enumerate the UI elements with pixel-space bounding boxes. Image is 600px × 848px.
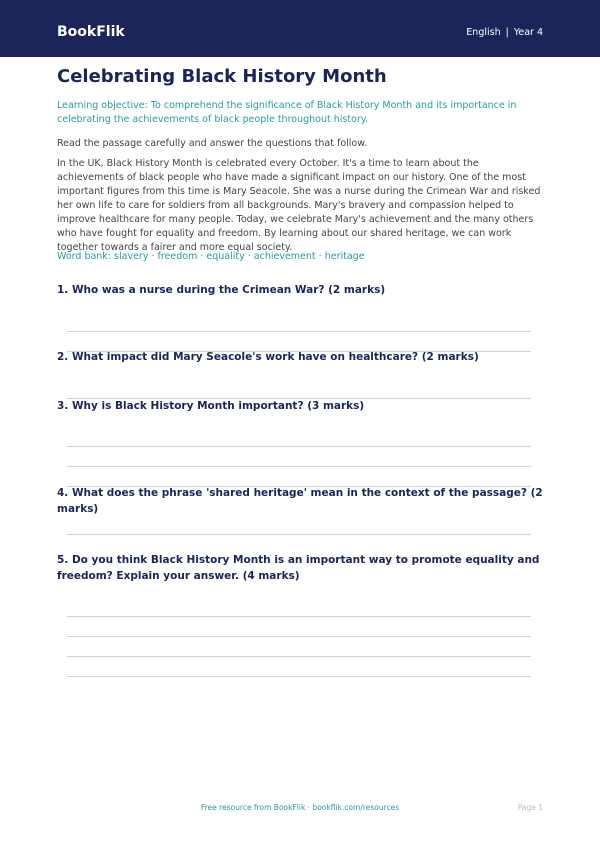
brand-logo: BookFlik — [57, 24, 125, 40]
question-4: 4. What does the phrase 'shared heritage' mean in the context of the passage? (2 marks) — [57, 487, 543, 515]
page-title: Celebrating Black History Month — [57, 66, 387, 87]
page-footer — [0, 802, 600, 816]
question-1: 1. Who was a nurse during the Crimean War? (2 marks) — [57, 284, 386, 296]
year-label: Year 4 — [513, 27, 543, 38]
learning-objective: Learning objective: To comprehend the significance of Black History Month and its importance in celebrating the achievements of black people throughout history. — [57, 100, 517, 125]
subject-year — [466, 25, 543, 41]
question-5: 5. Do you think Black History Month is an important way to promote equality and freedom? Explain your answer. (4 marks) — [57, 554, 540, 582]
answer-line[interactable] — [67, 331, 531, 332]
answer-line[interactable] — [67, 446, 531, 447]
question-3: 3. Why is Black History Month important? (3 marks) — [57, 400, 365, 412]
instructions: Read the passage carefully and answer the questions that follow. — [57, 138, 368, 149]
page-number: Page 1 — [517, 803, 543, 812]
question-2: 2. What impact did Mary Seacole's work have on healthcare? (2 marks) — [57, 351, 479, 363]
answer-line[interactable] — [67, 616, 531, 617]
footer-text: Free resource from BookFlik · bookflik.com/resources — [200, 803, 400, 812]
reading-passage: In the UK, Black History Month is celebrated every October. It's a time to learn about the achievements of black people who have made a significant impact on our history. One of the most important figures from this time is Mary Seacole. She was a nurse during the Crimean War and risked her own life to care for soldiers from all backgrounds. Mary's bravery and compassion helped to improve healthcare for many people. Today, we celebrate Mary's achievement and the many others who have fought for equality and freedom. By learning about our shared heritage, we can work together towards a fairer and more equal society. — [57, 158, 541, 253]
answer-line[interactable] — [67, 534, 531, 535]
subject-label: English — [466, 27, 501, 38]
word-bank: Word bank: slavery · freedom · equality · achievement · heritage — [57, 251, 365, 262]
answer-line[interactable] — [67, 676, 531, 677]
meta-separator: | — [505, 27, 509, 38]
answer-line[interactable] — [67, 656, 531, 657]
answer-line[interactable] — [67, 636, 531, 637]
answer-line[interactable] — [67, 466, 531, 467]
page-header — [0, 0, 600, 57]
